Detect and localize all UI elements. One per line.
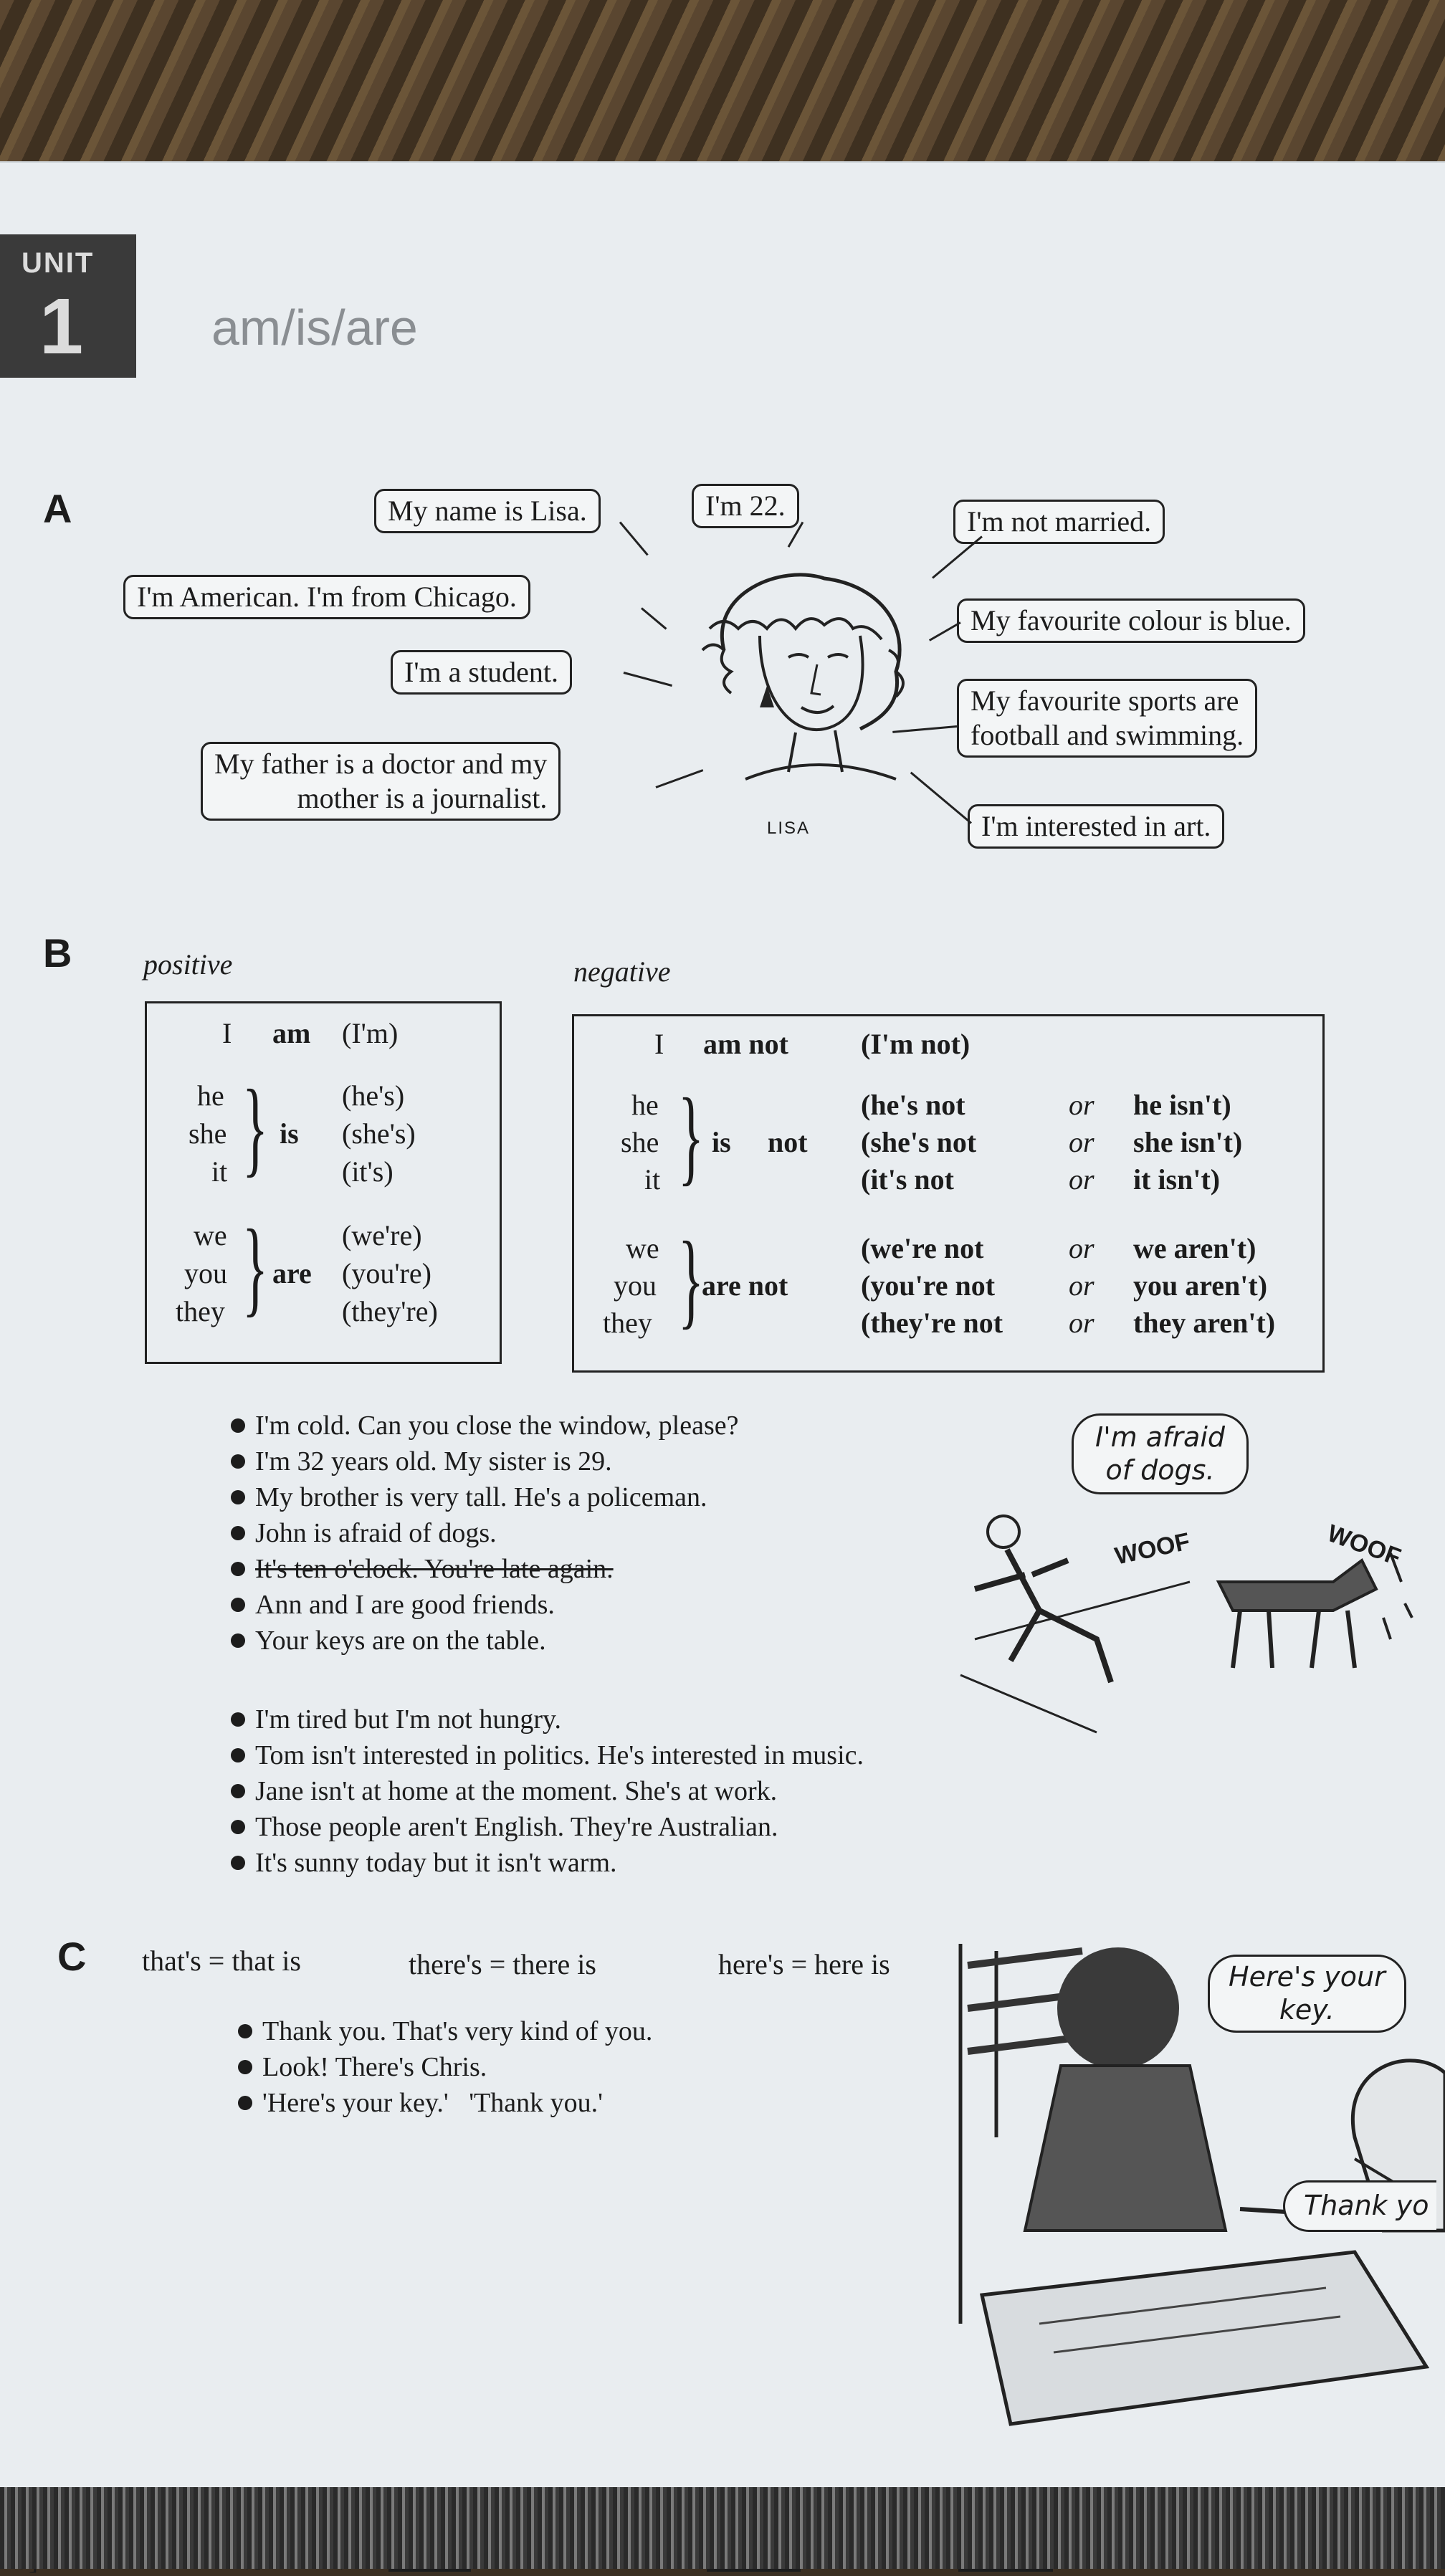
example-neg-2: Tom isn't interested in politics. He's interested in music. [231, 1740, 864, 1771]
example-pos-2: I'm 32 years old. My sister is 29. [231, 1446, 612, 1477]
pos-is: is [280, 1117, 299, 1150]
page-title: am/is/are [211, 300, 418, 356]
pos-were: (we're) [342, 1219, 422, 1251]
neg-is: is [712, 1126, 731, 1158]
example-neg-3: Jane isn't at home at the moment. She's at work. [231, 1775, 777, 1807]
pos-youre: (you're) [342, 1257, 431, 1289]
neg-its-not: (it's not [861, 1163, 954, 1196]
neg-brace-2: } [678, 1220, 704, 1339]
bubble-student: I'm a student. [391, 650, 572, 695]
positive-label: positive [143, 948, 233, 981]
neg-i: I [654, 1028, 664, 1060]
woof-2: WOOF [1323, 1520, 1405, 1571]
cartoon-bubble-afraid-line1: I'm afraid [1095, 1421, 1226, 1453]
neg-or-6: or [1069, 1307, 1095, 1339]
bubble-art: I'm interested in art. [968, 804, 1224, 849]
neg-hes-not: (he's not [861, 1089, 965, 1121]
neg-it-isnt: it isn't) [1133, 1163, 1221, 1196]
neg-he-isnt: he isn't) [1133, 1089, 1231, 1121]
neg-he: he [631, 1089, 659, 1121]
cartoon-bubble-key-line1: Here's your [1229, 1961, 1386, 1993]
negative-label: negative [573, 955, 671, 988]
neg-theyre-not: (they're not [861, 1307, 1003, 1339]
cartoon-bubble-key [1208, 1955, 1406, 2033]
pos-we: we [194, 1219, 227, 1251]
example-c-3: 'Here's your key.' 'Thank you.' [238, 2087, 603, 2119]
bubble-name: My name is Lisa. [374, 489, 601, 533]
contraction-theres: there's = there is [409, 1948, 596, 1980]
neg-or-4: or [1069, 1232, 1095, 1264]
neg-not: not [768, 1126, 808, 1158]
pos-hes: (he's) [342, 1079, 405, 1112]
example-c-1: Thank you. That's very kind of you. [238, 2016, 652, 2047]
example-pos-1: I'm cold. Can you close the window, please? [231, 1410, 738, 1441]
neg-shes-not: (she's not [861, 1126, 977, 1158]
unit-number: 1 [39, 282, 84, 371]
neg-or-2: or [1069, 1126, 1095, 1158]
neg-she-isnt: she isn't) [1133, 1126, 1243, 1158]
unit-label: UNIT [22, 247, 95, 279]
contraction-heres: here's = here is [718, 1948, 890, 1980]
example-pos-7: Your keys are on the table. [231, 1625, 546, 1656]
example-neg-5: It's sunny today but it isn't warm. [231, 1847, 617, 1879]
woof-1: WOOF [1112, 1527, 1193, 1570]
bubble-parents [201, 742, 561, 821]
bubble-colour: My favourite colour is blue. [957, 598, 1305, 643]
section-b-letter: B [43, 930, 72, 975]
pos-i: I [222, 1017, 232, 1049]
neg-you: you [614, 1269, 657, 1302]
example-pos-3: My brother is very tall. He's a policeman. [231, 1482, 707, 1513]
example-neg-1: I'm tired but I'm not hungry. [231, 1704, 561, 1735]
bubble-sports-line2: football and swimming. [971, 719, 1244, 751]
pos-it: it [211, 1155, 228, 1188]
lisa-caption: LISA [767, 819, 811, 838]
neg-were-not: (we're not [861, 1232, 984, 1264]
example-c-2: Look! There's Chris. [238, 2051, 487, 2083]
unit-badge [0, 234, 136, 378]
neg-im-not: (I'm not) [861, 1028, 971, 1060]
bubble-parents-line1: My father is a doctor and my [214, 748, 548, 780]
pos-they: they [176, 1295, 225, 1327]
cartoon-bubble-key-line2: key. [1279, 1993, 1335, 2026]
neg-it: it [644, 1163, 661, 1196]
neg-youre-not: (you're not [861, 1269, 996, 1302]
neg-are-not: are not [702, 1269, 788, 1302]
pos-are: are [272, 1257, 312, 1289]
neg-we-arent: we aren't) [1133, 1232, 1256, 1264]
neg-she: she [621, 1126, 659, 1158]
negative-table [572, 1014, 1325, 1373]
pos-brace-1: } [242, 1068, 268, 1187]
neg-we: we [626, 1232, 659, 1264]
tail-american [641, 607, 667, 629]
pos-you: you [184, 1257, 227, 1289]
positive-table [145, 1001, 502, 1364]
cartoon-bubble-afraid-line2: of dogs. [1105, 1454, 1215, 1486]
pos-am: am [272, 1017, 311, 1049]
textbook-page [0, 161, 1445, 2557]
bubble-sports [957, 679, 1257, 758]
page-bottom-edge [0, 2487, 1445, 2569]
example-neg-4: Those people aren't English. They're Australian. [231, 1811, 778, 1843]
neg-brace-1: } [678, 1077, 704, 1196]
pos-im: (I'm) [342, 1017, 399, 1049]
example-pos-5: It's ten o'clock. You're late again. [231, 1553, 614, 1585]
neg-they: they [603, 1307, 652, 1339]
bubble-age: I'm 22. [692, 484, 799, 528]
tail-student [624, 672, 672, 687]
example-pos-6: Ann and I are good friends. [231, 1589, 555, 1621]
neg-they-arent: they aren't) [1133, 1307, 1276, 1339]
pos-its: (it's) [342, 1155, 394, 1188]
contraction-thats: that's = that is [142, 1945, 301, 1977]
section-c-letter: C [57, 1934, 87, 1979]
neg-or-5: or [1069, 1269, 1095, 1302]
pos-he: he [197, 1079, 224, 1112]
cartoon-bubble-afraid [1072, 1413, 1249, 1494]
cartoon-bubble-thanks: Thank yo [1283, 2180, 1436, 2232]
neg-am-not: am not [703, 1028, 788, 1060]
example-pos-4: John is afraid of dogs. [231, 1517, 497, 1549]
pos-shes: (she's) [342, 1117, 416, 1150]
table-surface-background [0, 0, 1445, 186]
section-a-letter: A [43, 486, 72, 531]
bubble-married: I'm not married. [953, 500, 1165, 544]
pos-brace-2: } [242, 1208, 268, 1327]
pos-she: she [189, 1117, 227, 1150]
bubble-sports-line1: My favourite sports are [971, 684, 1239, 717]
pos-theyre: (they're) [342, 1295, 438, 1327]
bubble-parents-line2: mother is a journalist. [297, 782, 548, 814]
lisa-portrait-illustration [681, 564, 939, 801]
tail-name [619, 522, 649, 556]
neg-or-3: or [1069, 1163, 1095, 1196]
neg-you-arent: you aren't) [1133, 1269, 1268, 1302]
neg-or-1: or [1069, 1089, 1095, 1121]
bubble-american: I'm American. I'm from Chicago. [123, 575, 530, 619]
